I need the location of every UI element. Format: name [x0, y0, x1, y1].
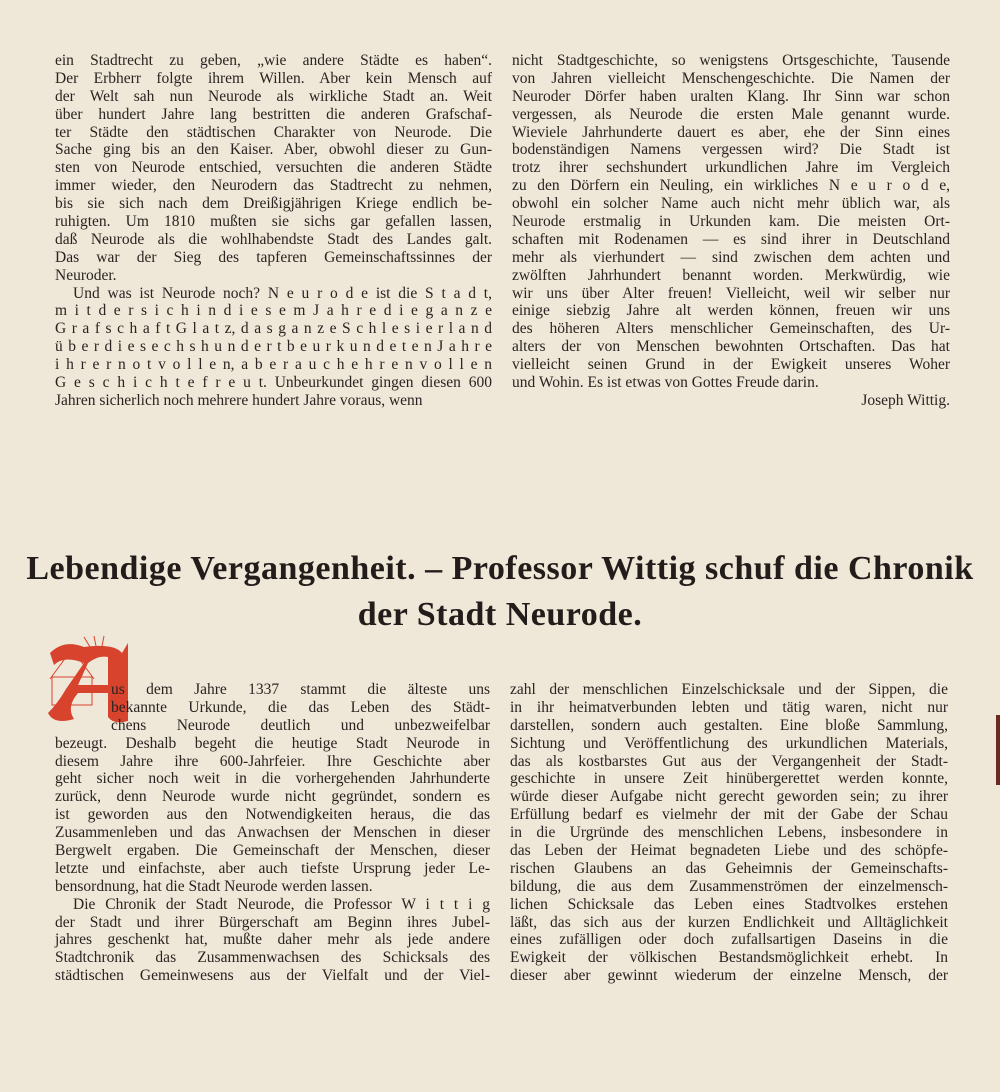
- text-line: der Welt sah nun Neurode als wirkliche Stadt an. Weit: [55, 87, 492, 105]
- text-line: immer wieder, den Neurodern das Stadtrecht zu nehmen,: [55, 177, 492, 195]
- text-line: Wieviele Jahrhunderte dauert es aber, ehe der Sinn eines: [512, 123, 950, 141]
- text-line: in die Urgründe des menschlichen Lebens, insbesondere in: [510, 824, 948, 842]
- text-line: bis sie sich nach dem Dreißigjährigen Kriege endlich be-: [55, 195, 492, 213]
- text-line: daß Neurode als die wohlhabendste Stadt des Landes galt.: [55, 230, 492, 248]
- text-line: dieser aber gewinnt wiederum der einzelne Mensch, der: [510, 967, 948, 985]
- text-line: zu den Dörfern ein Neuling, ein wirkliches N e u r o d e,: [512, 177, 950, 195]
- text-line: über hundert Jahre lang bestritten die anderen Grafschaf-: [55, 105, 492, 123]
- text-line: jahres geschenkt hat, mußte daher mehr als jede andere: [55, 931, 490, 949]
- text-line: geschichte in unsere Zeit hinübergerettet werden konnte,: [510, 770, 948, 788]
- text-line: das als kostbarstes Gut aus der Vergangenheit der Stadt-: [510, 752, 948, 770]
- top-right-column: [512, 52, 950, 410]
- text-line: zwölften Jahrhundert benannt worden. Merkwürdig, wie: [512, 266, 950, 284]
- text-line: sten von Neurode entschied, versuchten die anderen Städte: [55, 159, 492, 177]
- text-line: einige siebzig Jahre alt werden können, freuen wir uns: [512, 302, 950, 320]
- text-line: zurück, denn Neurode wurde nicht gegründet, sondern es: [55, 788, 490, 806]
- text-line: Erfüllung bedarf es vielmehr der mit der Gabe der Schau: [510, 806, 948, 824]
- article-left-column: [55, 681, 490, 985]
- text-line: Sichtung und Veröffentlichung des urkundlichen Materials,: [510, 734, 948, 752]
- text-line: Das war der Sieg des tapferen Gemeinschaftssinnes der: [55, 248, 492, 266]
- text-line: bensordnung, hat die Stadt Neurode werden lassen.: [55, 877, 373, 895]
- text-line: städtischen Gemeinwesens aus der Vielfalt und der Viel-: [55, 967, 490, 985]
- text-line: läßt, das sich aus der kurzen Endlichkeit und Alltäglichkeit: [510, 913, 948, 931]
- text-line: diesem Jahre ihre 600-Jahrfeier. Ihre Geschichte aber: [55, 752, 490, 770]
- text-line: lichen Schicksale das Leben eines Stadtvolkes erstehen: [510, 895, 948, 913]
- text-line: Stadtchronik das Zusammenwachsen des Schicksals des: [55, 949, 490, 967]
- text-line: bekannte Urkunde, die das Leben des Städt-: [111, 698, 490, 716]
- text-line: ist geworden aus den Notwendigkeiten heraus, die das: [55, 806, 490, 824]
- text-line: G r a f s c h a f t G l a t z, d a s g a n z e S c h l e s i e r l a n d: [55, 320, 492, 338]
- text-line: ruhigten. Um 1810 mußten sie sichs gar gefallen lassen,: [55, 213, 492, 231]
- text-line: das Leben der Heimat begnadeten Liebe und des schöpfe-: [510, 842, 948, 860]
- text-line: trotz ihrer sechshundert urkundlichen Jahre im Vergleich: [512, 159, 950, 177]
- text-line: Neurode erstmalig in Urkunden kam. Die meisten Ort-: [512, 213, 950, 231]
- text-line: schaften mit Rodenamen — es sind ihrer in Deutschland: [512, 230, 950, 248]
- text-line: eines zufälligen oder doch zufallsartigen Daseins in die: [510, 931, 948, 949]
- text-line: i h r e r n o t v o l l e n, a b e r a u c h e h r e n v o l l e n: [55, 356, 492, 374]
- text-line: der Stadt und ihrer Bürgerschaft am Beginn ihres Jubel-: [55, 913, 490, 931]
- text-line: m i t d e r s i c h i n d i e s e m J a h r e d i e g a n z e: [55, 302, 492, 320]
- page-edge: [996, 715, 1000, 785]
- svg-text:A: A: [91, 726, 93, 727]
- text-line: alters der von Menschen bewohnten Ortschaften. Das hat: [512, 338, 950, 356]
- text-line: G e s c h i c h t e f r e u t. Unbeurkundet gingen diesen 600: [55, 374, 492, 392]
- text-line: letzte und einfachste, aber auch tiefste Ursprung jeder Le-: [55, 859, 490, 877]
- text-line: Jahren sicherlich noch mehrere hundert Jahre voraus, wenn: [55, 391, 423, 409]
- text-line: Der Erbherr folgte ihrem Willen. Aber kein Mensch auf: [55, 69, 492, 87]
- text-line: des höheren Alters menschlicher Gemeinschaften, des Ur-: [512, 320, 950, 338]
- text-line: zahl der menschlichen Einzelschicksale und der Sippen, die: [510, 681, 948, 698]
- text-line: ter Städte den städtischen Charakter von Neurode. Die: [55, 123, 492, 141]
- text-line: vergessen, als Neurode die ersten Male genannt wurde.: [512, 105, 950, 123]
- text-line: rischen Glaubens an das Geheimnis der Gemeinschafts-: [510, 859, 948, 877]
- headline-line-2: der Stadt Neurode.: [357, 596, 643, 633]
- author-signature: Joseph Wittig.: [861, 391, 950, 409]
- text-line: Zusammenleben und das Anwachsen der Menschen in dieser: [55, 824, 490, 842]
- text-line: Und was ist Neurode noch? N e u r o d e ist die S t a d t,: [73, 284, 492, 302]
- text-line: chens Neurode deutlich und unbezweifelbar: [111, 716, 490, 734]
- text-line: Neuroder.: [55, 266, 117, 284]
- text-line: vielleicht seinen Grund in der Ewigkeit unseres Woher: [512, 356, 950, 374]
- text-line: geht sicher noch weit in die vorhergehenden Jahrhunderte: [55, 770, 490, 788]
- text-line: Neuroder Dörfer haben uralten Klang. Ihr Sinn war schon: [512, 87, 950, 105]
- text-line: ü b e r d i e s e c h s h u n d e r t b e u r k u n d e t e n J a h r e: [55, 338, 492, 356]
- headline-line-1: Lebendige Vergangenheit. – Professor Wittig schuf die Chronik: [26, 550, 974, 587]
- text-line: bodenständigen Namens vergessen wird? Die Stadt ist: [512, 141, 950, 159]
- text-line: Bergwelt ergaben. Die Gemeinschaft der Menschen, dieser: [55, 842, 490, 860]
- text-line: bildung, die aus dem Zusammenströmen der einzelmensch-: [510, 877, 948, 895]
- text-line: Die Chronik der Stadt Neurode, die Professor W i t t i g: [73, 895, 490, 913]
- text-line: darstellen, sondern auch gestalten. Eine bloße Sammlung,: [510, 716, 948, 734]
- text-line: in ihr heimatverbunden lebten und tätig waren, nicht nur: [510, 698, 948, 716]
- top-left-column: [55, 52, 492, 410]
- article-right-column: [510, 681, 948, 985]
- text-line: us dem Jahre 1337 stammt die älteste uns: [111, 681, 490, 698]
- text-line: bezeugt. Deshalb begeht die heutige Stadt Neurode in: [55, 734, 490, 752]
- text-line: und Wohin. Es ist etwas von Gottes Freude darin.: [512, 374, 819, 392]
- text-line: mehr als vierhundert — sind zwischen dem achten und: [512, 248, 950, 266]
- text-line: von Jahren vielleicht Menschengeschichte. Die Namen der: [512, 69, 950, 87]
- text-line: würde dieser Aufgabe nicht gerecht geworden sein; zu ihrer: [510, 788, 948, 806]
- text-line: obwohl ein solcher Name auch nicht mehr üblich war, als: [512, 195, 950, 213]
- text-line: ein Stadtrecht zu geben, „wie andere Städte es haben“.: [55, 52, 492, 69]
- text-line: nicht Stadtgeschichte, so wenigstens Ortsgeschichte, Tausende: [512, 52, 950, 69]
- text-line: Ewigkeit der völkischen Bestandsmöglichkeit erhebt. In: [510, 949, 948, 967]
- text-line: wir uns über Alter freuen! Vielleicht, weil wir selber nur: [512, 284, 950, 302]
- text-line: Sache ging bis an den Kaiser. Aber, obwohl dieser zu Gun-: [55, 141, 492, 159]
